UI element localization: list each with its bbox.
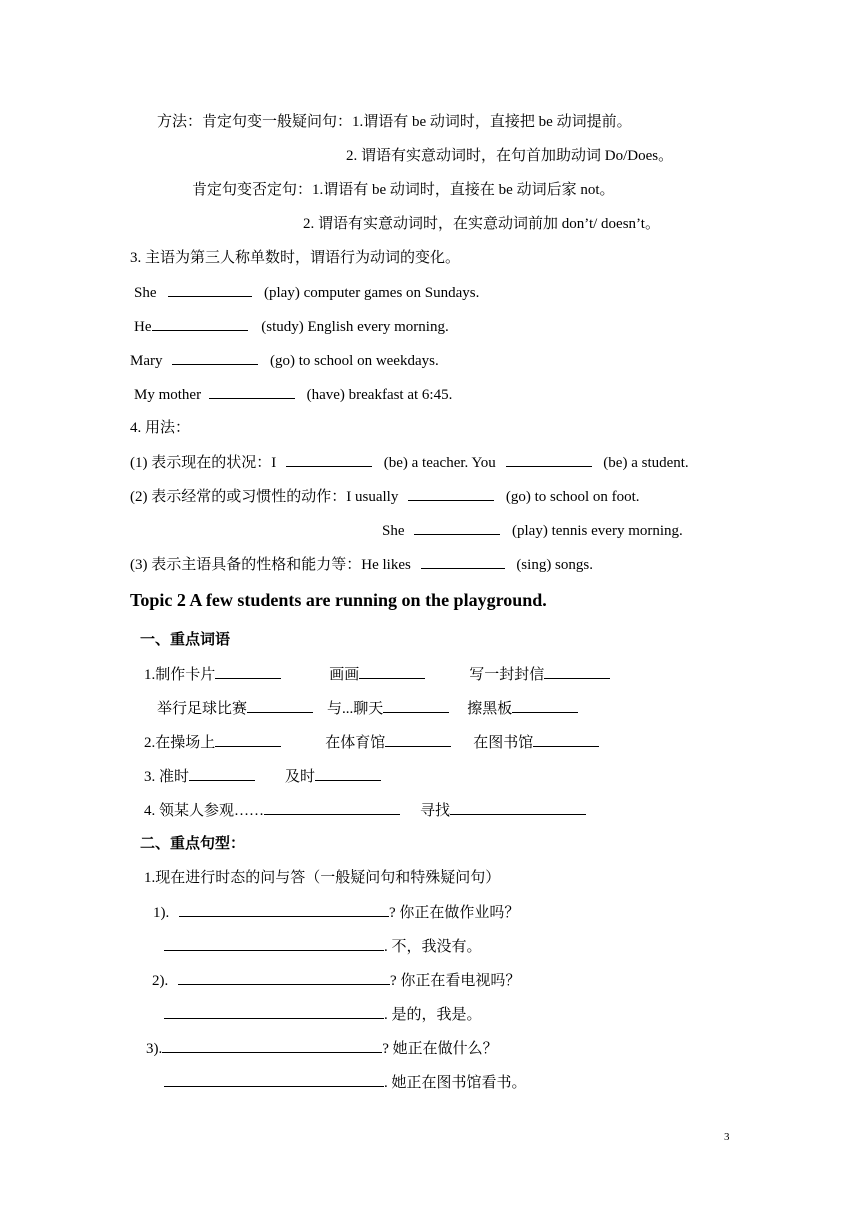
exercise-row <box>134 282 479 303</box>
answer-blank[interactable] <box>544 664 610 679</box>
answer-blank[interactable] <box>164 1004 384 1019</box>
section-3-heading: 3. 主语为第三人称单数时，谓语行为动词的变化。 <box>130 250 461 266</box>
page-number: 3 <box>724 1131 730 1143</box>
answer-blank[interactable] <box>209 384 295 399</box>
usage-row <box>382 520 683 541</box>
question-row <box>153 902 519 923</box>
vocab-item: 在体育馆 <box>325 735 386 751</box>
subject: My mother <box>134 387 202 403</box>
usage-text: (2) 表示经常的或习惯性的动作：I usually <box>130 489 399 505</box>
vocab-item: 4. 领某人参观…… <box>144 803 265 819</box>
method-line-4: 2. 谓语有实意动词时，在实意动词前加 don’t/ doesn’t。 <box>303 216 660 232</box>
question-row <box>146 1038 498 1059</box>
question-text: ? 你正在做作业吗？ <box>389 905 520 921</box>
answer-blank[interactable] <box>414 520 500 535</box>
vocab-item: 擦黑板 <box>467 701 513 717</box>
exercise-text: (study) English every morning. <box>261 319 449 335</box>
answer-blank[interactable] <box>359 664 425 679</box>
answer-blank[interactable] <box>450 800 586 815</box>
answer-blank[interactable] <box>168 282 252 297</box>
answer-blank[interactable] <box>172 350 258 365</box>
vocab-item: 写一封封信 <box>469 667 545 683</box>
answer-blank[interactable] <box>164 1072 384 1087</box>
question-number: 2). <box>152 973 169 989</box>
usage-text: She <box>382 523 405 539</box>
vocab-item: 在图书馆 <box>473 735 534 751</box>
subject: He <box>134 319 152 335</box>
question-number: 1). <box>153 905 170 921</box>
answer-blank[interactable] <box>315 766 381 781</box>
exercise-row <box>130 350 439 371</box>
usage-row <box>130 452 689 473</box>
question-text: ? 她正在做什么？ <box>382 1041 498 1057</box>
answer-row <box>164 936 482 957</box>
vocab-row <box>144 800 586 821</box>
vocab-item: 2.在操场上 <box>144 735 216 751</box>
vocab-row <box>144 766 381 787</box>
answer-blank[interactable] <box>215 732 281 747</box>
usage-text: (play) tennis every morning. <box>512 523 683 539</box>
answer-blank[interactable] <box>162 1038 382 1053</box>
answer-blank[interactable] <box>506 452 592 467</box>
vocab-item: 画画 <box>329 667 360 683</box>
usage-text: (3) 表示主语具备的性格和能力等：He likes <box>130 557 411 573</box>
question-row <box>152 970 520 991</box>
vocab-row <box>144 664 610 685</box>
exercise-row <box>134 384 452 405</box>
answer-blank[interactable] <box>247 698 313 713</box>
answer-blank[interactable] <box>512 698 578 713</box>
answer-blank[interactable] <box>533 732 599 747</box>
method-line-3: 肯定句变否定句：1.谓语有 be 动词时，直接在 be 动词后家 not。 <box>192 182 615 198</box>
vocab-item: 与...聊天 <box>327 701 384 717</box>
answer-blank[interactable] <box>215 664 281 679</box>
topic-title: Topic 2 A few students are running on the playground. <box>130 590 547 610</box>
answer-blank[interactable] <box>189 766 255 781</box>
exercise-text: (go) to school on weekdays. <box>270 353 439 369</box>
answer-blank[interactable] <box>286 452 372 467</box>
usage-row <box>130 554 593 575</box>
vocab-row <box>144 732 599 753</box>
answer-blank[interactable] <box>179 902 389 917</box>
usage-row <box>130 486 640 507</box>
sentence-heading: 二、重点句型： <box>140 836 246 852</box>
vocab-row <box>157 698 578 719</box>
vocab-item: 寻找 <box>420 803 451 819</box>
answer-blank[interactable] <box>264 800 400 815</box>
subject: Mary <box>130 353 163 369</box>
answer-text: . 不，我没有。 <box>384 939 482 955</box>
answer-text: . 她正在图书馆看书。 <box>384 1075 527 1091</box>
vocab-item: 及时 <box>285 769 316 785</box>
usage-text: (be) a teacher. You <box>383 455 496 471</box>
answer-blank[interactable] <box>421 554 505 569</box>
exercise-row <box>134 316 449 337</box>
exercise-text: (have) breakfast at 6:45. <box>306 387 453 403</box>
question-number: 3). <box>146 1041 163 1057</box>
exercise-text: (play) computer games on Sundays. <box>264 285 480 301</box>
vocab-heading: 一、重点词语 <box>140 632 231 648</box>
vocab-item: 1.制作卡片 <box>144 667 216 683</box>
vocab-item: 3. 准时 <box>144 769 190 785</box>
method-line-2: 2. 谓语有实意动词时，在句首加助动词 Do/Does。 <box>346 148 674 164</box>
answer-blank[interactable] <box>383 698 449 713</box>
answer-row <box>164 1004 482 1025</box>
answer-blank[interactable] <box>385 732 451 747</box>
vocab-item: 举行足球比赛 <box>157 701 248 717</box>
answer-blank[interactable] <box>164 936 384 951</box>
usage-text: (sing) songs. <box>516 557 593 573</box>
answer-blank[interactable] <box>152 316 248 331</box>
usage-text: (be) a student. <box>603 455 689 471</box>
question-intro: 1.现在进行时态的问与答（一般疑问句和特殊疑问句） <box>144 870 501 886</box>
usage-text: (go) to school on foot. <box>505 489 640 505</box>
answer-blank[interactable] <box>178 970 390 985</box>
answer-row <box>164 1072 527 1093</box>
subject: She <box>134 285 157 301</box>
answer-blank[interactable] <box>408 486 494 501</box>
usage-text: (1) 表示现在的状况：I <box>130 455 277 471</box>
question-text: ? 你正在看电视吗？ <box>390 973 521 989</box>
section-4-heading: 4. 用法： <box>130 420 191 436</box>
answer-text: . 是的，我是。 <box>384 1007 482 1023</box>
method-line-1: 方法：肯定句变一般疑问句：1.谓语有 be 动词时，直接把 be 动词提前。 <box>157 114 632 130</box>
